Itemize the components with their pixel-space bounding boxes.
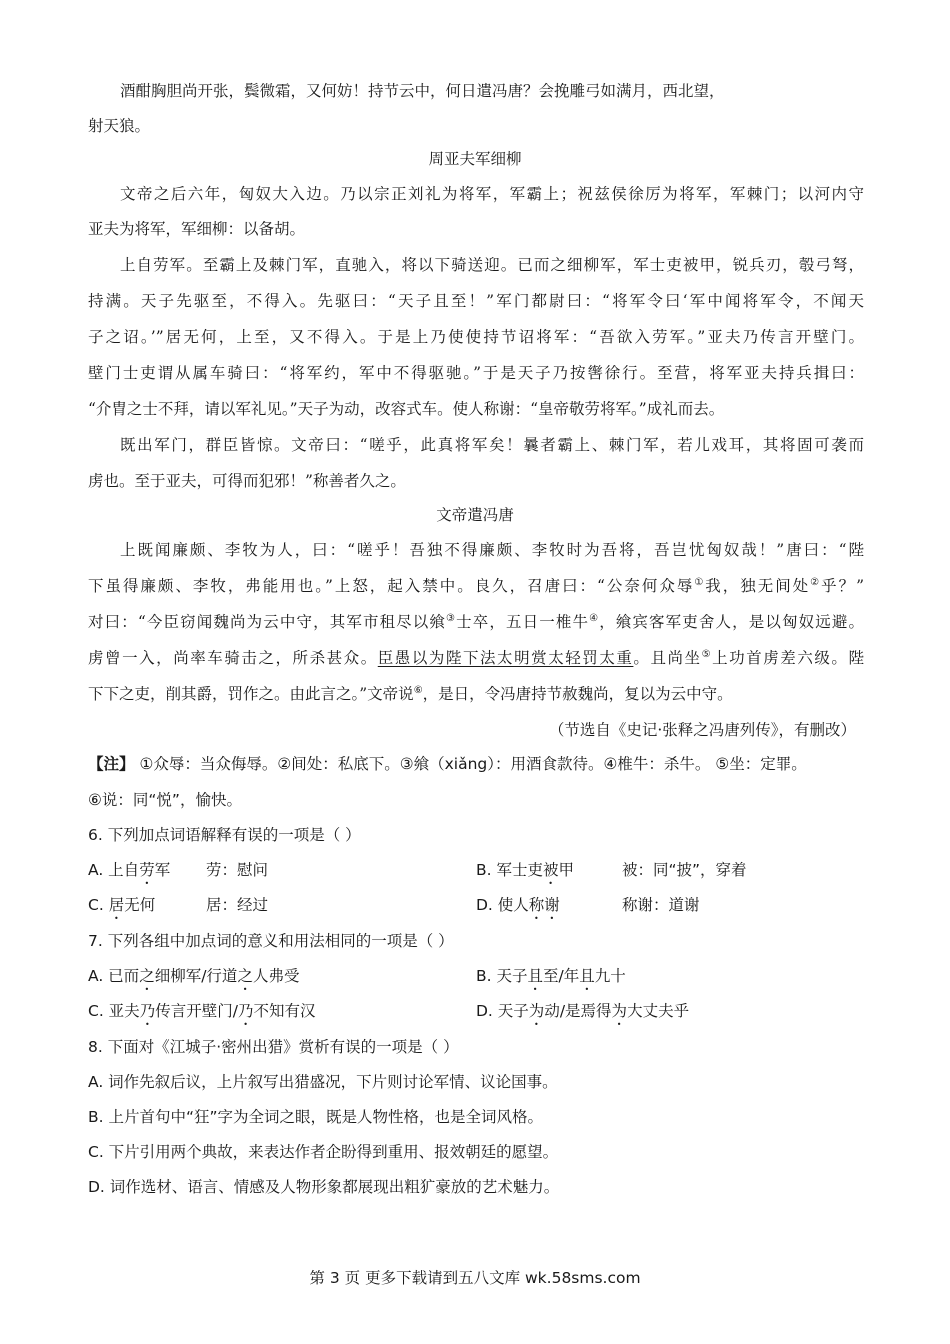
- paragraph-line: 下下之吏，削其爵，罚作之。由此言之。”文帝说⑥，是日，令冯唐持节赦魏尚，复以为云中守。: [88, 684, 733, 703]
- page-footer: 第 3 页 更多下载请到五八文库 wk.58sms.com: [309, 1269, 641, 1287]
- paragraph-line: 虏也。至于亚夫，可得而犯邪！”称善者久之。: [88, 472, 406, 490]
- q6-option-b: B. 军士吏被甲: [476, 861, 575, 879]
- question-6-stem: 6. 下列加点词语解释有误的一项是（ ）: [88, 826, 361, 844]
- q6-option-c-explanation: 居：经过: [206, 896, 269, 914]
- paragraph-line: 壁门士吏谓从属车骑曰：“将军约，军中不得驱驰。”于是天子乃按辔徐行。至营，将军亚夫持兵揖曰：: [88, 364, 864, 382]
- q8-option-c: C. 下片引用两个典故，来表达作者企盼得到重用、报效朝廷的愿望。: [88, 1143, 559, 1161]
- paragraph-line: 对曰：“今臣窃闻魏尚为云中守，其军市租尽以飨③士卒，五日一椎牛④，飨宾客军吏舍人，是以匈奴远避。: [88, 612, 864, 631]
- paragraph-line: 子之诏。’”居无何，上至，又不得入。于是上乃使使持节诏将军：“吾欲入劳军。”亚夫乃传言开壁门。: [88, 328, 864, 346]
- q7-option-c: C. 亚夫乃传言开壁门/乃不知有汉: [88, 1002, 316, 1020]
- paragraph-line: 既出军门，群臣皆惊。文帝曰：“嗟乎，此真将军矣！曩者霸上、棘门军，若儿戏耳，其将固可袭而: [120, 436, 864, 454]
- q7-option-d: D. 天子为动/是焉得为大丈夫乎: [476, 1002, 690, 1020]
- q6-option-a-explanation: 劳：慰问: [206, 861, 269, 879]
- q8-option-a: A. 词作先叙后议，上片叙写出猎盛况，下片则讨论军情、议论国事。: [88, 1073, 558, 1091]
- footnote-ref: ③: [446, 612, 457, 624]
- q8-option-d: D. 词作选材、语言、情感及人物形象都展现出粗犷豪放的艺术魅力。: [88, 1178, 560, 1196]
- footnote-ref: ⑤: [701, 648, 713, 660]
- footnote-ref: ②: [810, 576, 822, 588]
- paragraph-line: 持满。天子先驱至，不得入。先驱曰：“天子且至！”军门都尉曰：“将军令曰‘军中闻将军令，不闻天: [88, 292, 864, 310]
- underlined-sentence: 臣愚以为陛下法太明赏太轻罚太重: [377, 649, 634, 667]
- poem-line-1: 酒酣胸胆尚开张，鬓微霜，又何妨！持节云中，何日遣冯唐？会挽雕弓如满月，西北望，: [120, 82, 725, 100]
- paragraph-line: 下虽得廉颇、李牧，弗能用也。”上怒，起入禁中。良久，召唐曰：“公奈何众辱①我，独无间处②乎？”: [88, 576, 864, 595]
- section-title-xiliu: 周亚夫军细柳: [428, 150, 522, 168]
- paragraph-line: 文帝之后六年，匈奴大入边。乃以宗正刘礼为将军，军霸上；祝兹侯徐厉为将军，军棘门；以河内守: [120, 185, 864, 203]
- q6-option-a: A. 上自劳军: [88, 861, 171, 879]
- page-number: 3: [329, 1269, 340, 1287]
- footnote-ref: ⑥: [413, 684, 423, 696]
- paragraph-line: 亚夫为将军，军细柳：以备胡。: [88, 220, 306, 238]
- section-title-fengtang: 文帝遣冯唐: [436, 506, 514, 524]
- footnote-ref: ④: [589, 612, 600, 624]
- q6-option-d: D. 使人称谢: [476, 896, 560, 914]
- paragraph-line: 上既闻廉颇、李牧为人，曰：“嗟乎！吾独不得廉颇、李牧时为吾将，吾岂忧匈奴哉！”唐曰：“陛: [120, 541, 864, 559]
- question-7-stem: 7. 下列各组中加点词的意义和用法相同的一项是（ ）: [88, 932, 454, 950]
- q7-option-a: A. 已而之细柳军/行道之人弗受: [88, 967, 300, 985]
- q8-option-b: B. 上片首句中“狂”字为全词之眼，既是人物性格，也是全词风格。: [88, 1108, 544, 1126]
- question-8-stem: 8. 下面对《江城子·密州出猎》赏析有误的一项是（ ）: [88, 1038, 459, 1056]
- footnote-ref: ①: [694, 576, 706, 588]
- paragraph-line: 上自劳军。至霸上及棘门军，直驰入，将以下骑送迎。已而之细柳军，军士吏被甲，锐兵刃，彀弓弩，: [120, 256, 864, 274]
- source-citation: （节选自《史记·张释之冯唐列传》，有删改）: [548, 721, 856, 739]
- notes-line-1: 【注】 ①众辱：当众侮辱。②间处：私底下。③飨（xiǎng）：用酒食款待。④椎牛：杀牛。 ⑤坐：定罪。: [88, 755, 807, 773]
- q6-option-c: C. 居无何: [88, 896, 156, 914]
- q6-option-b-explanation: 被：同“披”，穿着: [622, 861, 747, 879]
- q6-option-d-explanation: 称谢：道谢: [622, 896, 700, 914]
- notes-line-2: ⑥说：同“悦”，愉快。: [88, 791, 242, 809]
- notes-label: 【注】: [88, 755, 135, 773]
- q7-option-b: B. 天子且至/年且九十: [476, 967, 626, 985]
- paragraph-line: 虏曾一入，尚率车骑击之，所杀甚众。臣愚以为陛下法太明赏太轻罚太重。且尚坐⑤上功首虏差六级。陛: [88, 648, 864, 667]
- paragraph-line: “介胄之士不拜，请以军礼见。”天子为动，改容式车。使人称谢：“皇帝敬劳将军。”成礼而去。: [88, 400, 725, 418]
- poem-line-2: 射天狼。: [88, 117, 151, 135]
